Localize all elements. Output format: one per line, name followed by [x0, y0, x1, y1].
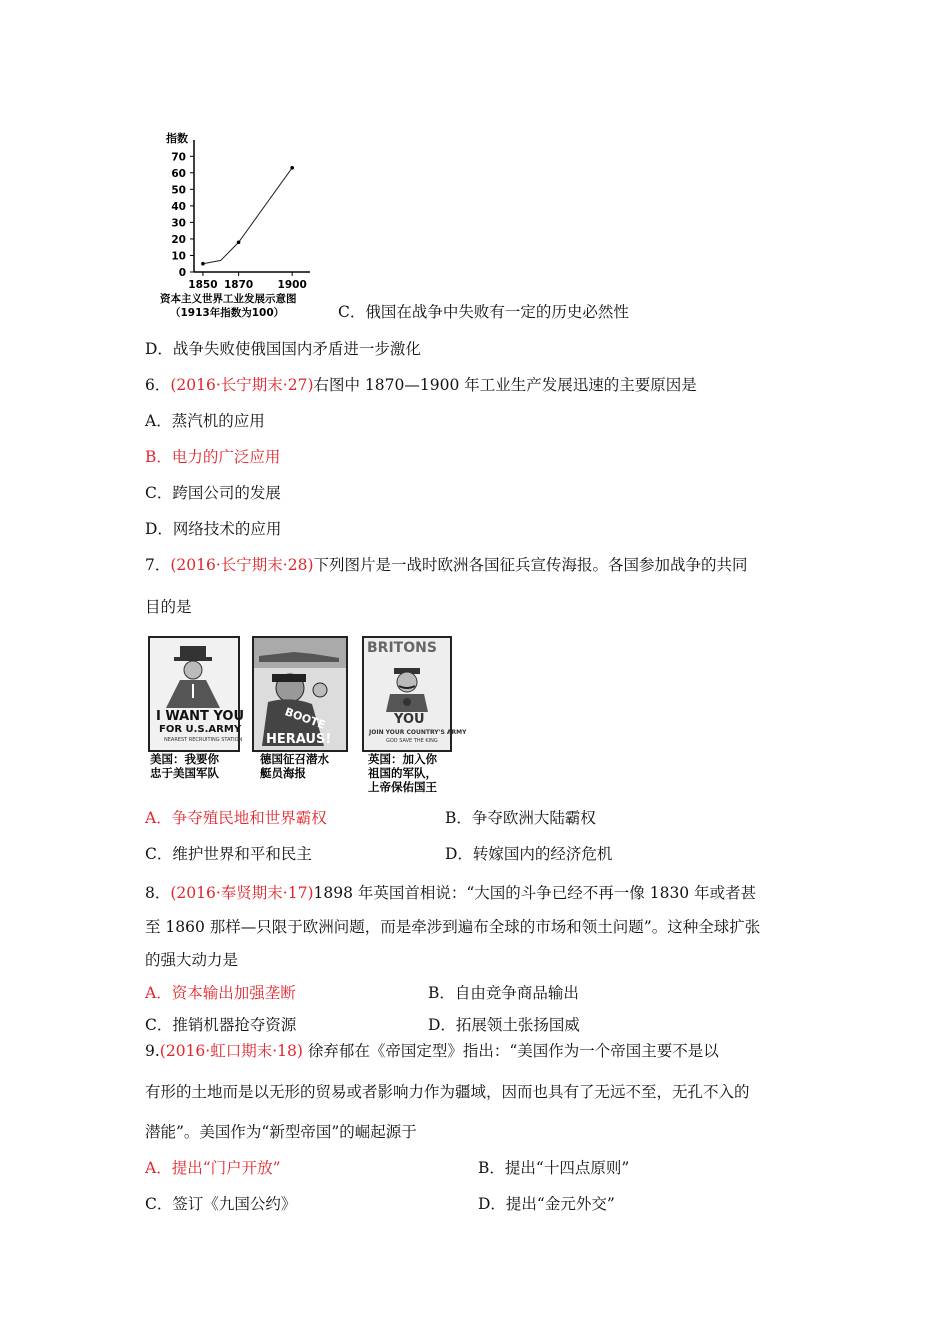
data-point	[201, 262, 205, 266]
q9-option-b: B．提出“十四点原则”	[478, 1159, 630, 1177]
y-tick-label: 50	[171, 184, 186, 197]
q9-number: 9.	[145, 1042, 160, 1060]
prev-option-d: D．战争失败使俄国国内矛盾进一步激化	[145, 340, 421, 358]
y-tick-label: 20	[171, 233, 186, 246]
x-tick-label: 1870	[223, 279, 254, 291]
q8-text-line3: 的强大动力是	[145, 951, 239, 969]
poster-britain-caption	[368, 752, 437, 794]
poster-us	[148, 636, 245, 752]
q8-option-a: A．资本输出加强垄断	[145, 984, 296, 1002]
q7-text-line2: 目的是	[145, 598, 192, 616]
q6-option-d: D．网络技术的应用	[145, 520, 282, 538]
prev-option-c: C．俄国在战争中失败有一定的历史必然性	[338, 303, 629, 321]
industry-index-chart	[160, 128, 320, 323]
poster-germany-caption-line2: 艇员海报	[260, 766, 306, 780]
q8-source: (2016·奉贤期末·17)	[170, 884, 314, 902]
q7-option-d: D．转嫁国内的经济危机	[445, 845, 613, 863]
q9-option-a: A．提出“门户开放”	[145, 1159, 281, 1177]
poster-us-caption	[150, 752, 219, 780]
q8-number: 8．	[145, 884, 171, 902]
q7-stem	[145, 553, 748, 575]
poster-britain-title: BRITONS	[367, 640, 437, 656]
line-chart	[160, 128, 320, 293]
q9-option-c: C．签订《九国公约》	[145, 1195, 297, 1213]
poster-britain-tiny2: GOD SAVE THE KING	[386, 738, 438, 744]
q6-option-c: C．跨国公司的发展	[145, 484, 281, 502]
y-tick-label: 10	[171, 250, 186, 263]
poster-britain-caption-line2: 祖国的军队，	[368, 766, 437, 780]
x-tick-label: 1900	[277, 279, 307, 291]
q8-text-line1: 1898 年英国首相说：“大国的斗争已经不再一像 1830 年或者甚	[313, 884, 757, 902]
poster-germany	[252, 636, 348, 752]
data-point	[237, 240, 241, 244]
chart-caption-title: 资本主义世界工业发展示意图	[160, 293, 297, 305]
series-line	[203, 168, 292, 264]
q9-text-line1: 徐弃郁在《帝国定型》指出：“美国作为一个帝国主要不是以	[302, 1042, 719, 1060]
q8-text-line2: 至 1860 那样—只限于欧洲问题，而是牵涉到遍布全球的市场和领土问题”。这种全球扩张	[145, 918, 761, 936]
y-tick-label: 40	[171, 200, 186, 213]
q6-source: (2016·长宁期末·27)	[170, 376, 314, 394]
q6-option-b: B．电力的广泛应用	[145, 448, 281, 466]
poster-britain-caption-line1: 英国：加入你	[368, 752, 437, 766]
poster-us-caption-line1: 美国：我要你	[150, 752, 219, 766]
y-axis-label: 指数	[166, 132, 188, 145]
q9-option-d: D．提出“金元外交”	[478, 1195, 615, 1213]
y-tick-label: 60	[171, 167, 186, 180]
q9-stem	[145, 1039, 719, 1061]
q7-source: (2016·长宁期末·28)	[170, 556, 314, 574]
q7-option-b: B．争夺欧洲大陆霸权	[445, 809, 596, 827]
poster-britain	[362, 636, 467, 752]
poster-us-sub: FOR U.S.ARMY	[159, 724, 242, 735]
chart-caption-note: （1913年指数为100）	[170, 307, 285, 319]
q7-number: 7．	[145, 556, 171, 574]
poster-britain-caption-line3: 上帝保佑国王	[368, 780, 437, 794]
q6-text: 右图中 1870—1900 年工业生产发展迅速的主要原因是	[313, 376, 697, 394]
q9-text-line2: 有形的土地而是以无形的贸易或者影响力作为疆域，因而也具有了无远不至，无孔不入的	[145, 1083, 750, 1101]
y-tick-label: 70	[171, 151, 186, 164]
q6-stem	[145, 373, 697, 395]
poster-us-title: I WANT YOU	[156, 709, 245, 724]
q7-option-c: C．维护世界和平和民主	[145, 845, 312, 863]
q8-option-b: B．自由竞争商品输出	[428, 984, 579, 1002]
q8-option-d: D．拓展领土张扬国威	[428, 1016, 580, 1034]
q7-text-line1: 下列图片是一战时欧洲各国征兵宣传海报。各国参加战争的共同	[313, 556, 748, 574]
poster-us-caption-line2: 忠于美国军队	[150, 766, 219, 780]
poster-germany-title: BOOTE	[283, 705, 328, 732]
q6-number: 6．	[145, 376, 171, 394]
poster-germany-caption-line1: 德国征召潜水	[260, 752, 329, 766]
q7-option-a: A．争夺殖民地和世界霸权	[145, 809, 327, 827]
q6-option-a: A．蒸汽机的应用	[145, 412, 265, 430]
q8-stem	[145, 881, 756, 903]
q9-text-line3: 潜能”。美国作为“新型帝国”的崛起源于	[145, 1123, 417, 1141]
data-point	[290, 166, 294, 170]
x-tick-label: 1850	[188, 279, 218, 291]
poster-germany-sub: HERAUS!	[266, 732, 332, 747]
poster-us-tiny: NEAREST RECRUITING STATION	[164, 737, 243, 743]
poster-germany-caption	[260, 752, 329, 780]
q9-source: (2016·虹口期末·18)	[159, 1042, 303, 1060]
poster-britain-sub: YOU	[394, 712, 425, 727]
y-tick-label: 30	[171, 217, 186, 230]
poster-britain-tiny: JOIN YOUR COUNTRY'S ARMY	[369, 729, 467, 736]
y-tick-label: 0	[178, 267, 186, 279]
q8-option-c: C．推销机器抢夺资源	[145, 1016, 297, 1034]
